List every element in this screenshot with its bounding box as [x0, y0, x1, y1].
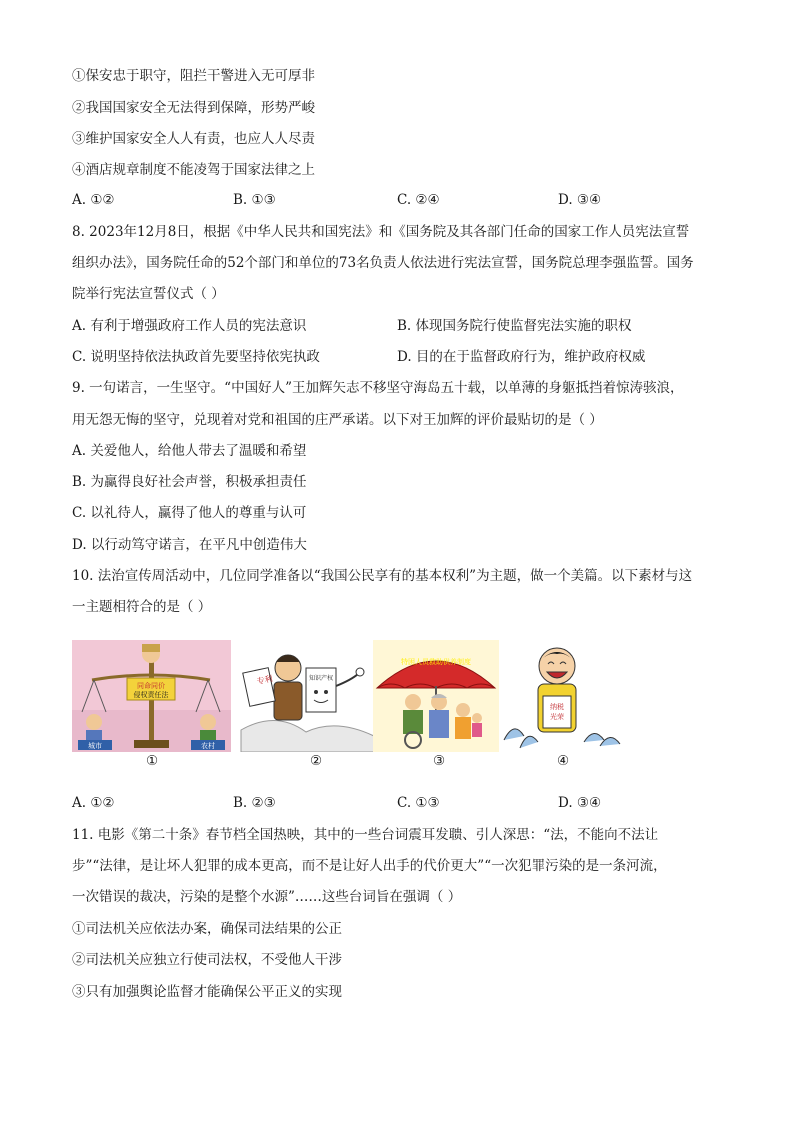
q9-option-d: D. 以行动笃守诺言，在平凡中创造伟大: [72, 537, 307, 553]
paper-label: 知识产权: [308, 675, 334, 682]
q11-statement-3: ③只有加强舆论监督才能确保公平正义的实现: [72, 984, 342, 1000]
document-text: 专利: [255, 674, 274, 687]
q10-stem-line-2: 一主题相符合的是（ ）: [72, 599, 212, 615]
scale-sign-line-2: 侵权责任法: [133, 691, 169, 699]
umbrella-text: 特困人员救助供养制度: [401, 658, 471, 666]
q10-option-a: A. ①②: [72, 795, 115, 811]
q9-option-b: B. 为赢得良好社会声誉，积极承担责任: [72, 474, 307, 490]
q8-option-d: D. 目的在于监督政府行为，维护政府权威: [397, 349, 646, 365]
image-intellectual-property: [236, 640, 376, 752]
statement-1: ①保安忠于职守，阻拦干警进入无可厚非: [72, 68, 315, 84]
q11-statement-1: ①司法机关应依法办案，确保司法结果的公正: [72, 921, 342, 937]
statement-4: ④酒店规章制度不能凌驾于国家法律之上: [72, 162, 315, 178]
sign-text-line-2: 光荣: [550, 713, 564, 721]
q9-stem-line-2: 用无怨无悔的坚守，兑现着对党和祖国的庄严承诺。以下对王加辉的评价最贴切的是（ ）: [72, 412, 603, 428]
q8-option-b: B. 体现国务院行使监督宪法实施的职权: [397, 318, 632, 334]
image-tax-payment: [500, 640, 625, 752]
q7-option-b: B. ①③: [233, 192, 276, 208]
q10-option-d: D. ③④: [558, 795, 602, 811]
sign-text-line-1: 纳税: [550, 703, 564, 711]
q11-stem-line-1: 11. 电影《第二十条》春节档全国热映，其中的一些台词震耳发聩、引人深思：“法，不能向不法让: [72, 827, 659, 843]
q11-stem-line-3: 一次错误的裁决，污染的是整个水源”……这些台词旨在强调（ ）: [72, 889, 462, 905]
q11-stem-line-2: 步”“法律，是让坏人犯罪的成本更高，而不是让好人出手的代价更大”“一次犯罪污染的是一条河流，: [72, 858, 667, 874]
statement-3: ③维护国家安全人人有责，也应人人尽责: [72, 131, 315, 147]
q9-option-c: C. 以礼待人，赢得了他人的尊重与认可: [72, 505, 307, 521]
image-umbrella-relief: [373, 640, 499, 752]
scale-label-city: 城市: [88, 742, 102, 750]
q9-stem-line-1: 9. 一句诺言，一生坚守。“中国好人”王加辉矢志不移坚守海岛五十载，以单薄的身躯抵挡着惊涛骇浪，: [72, 380, 684, 396]
scale-sign-line-1: 同命同价: [137, 682, 165, 690]
image-balance-scale: [72, 640, 231, 752]
q10-option-c: C. ①③: [397, 795, 440, 811]
q8-option-a: A. 有利于增强政府工作人员的宪法意识: [72, 318, 307, 334]
q11-statement-2: ②司法机关应独立行使司法权，不受他人干涉: [72, 952, 342, 968]
statement-2: ②我国国家安全无法得到保障，形势严峻: [72, 100, 315, 116]
q10-stem-line-1: 10. 法治宣传周活动中，几位同学准备以“我国公民享有的基本权利”为主题，做一个美篇。以下素材与这: [72, 568, 693, 584]
q8-stem-line-1: 8. 2023年12月8日，根据《中华人民共和国宪法》和《国务院及其各部门任命的国家工作人员宪法宣誓: [72, 224, 690, 240]
q10-option-b: B. ②③: [233, 795, 276, 811]
caption-1: ①: [145, 753, 159, 769]
caption-2: ②: [309, 753, 323, 769]
caption-3: ③: [432, 753, 446, 769]
q9-option-a: A. 关爱他人，给他人带去了温暖和希望: [72, 443, 307, 459]
scale-label-village: 农村: [201, 742, 215, 750]
q8-stem-line-3: 院举行宪法宣誓仪式（ ）: [72, 286, 225, 302]
q8-option-c: C. 说明坚持依法执政首先要坚持依宪执政: [72, 349, 320, 365]
q7-option-a: A. ①②: [72, 192, 115, 208]
caption-4: ④: [556, 753, 570, 769]
q7-option-d: D. ③④: [558, 192, 602, 208]
q7-option-c: C. ②④: [397, 192, 440, 208]
q8-stem-line-2: 组织办法》，国务院任命的52个部门和单位的73名负责人依法进行宪法宣誓，国务院总理李强监誓。国务: [72, 255, 694, 271]
